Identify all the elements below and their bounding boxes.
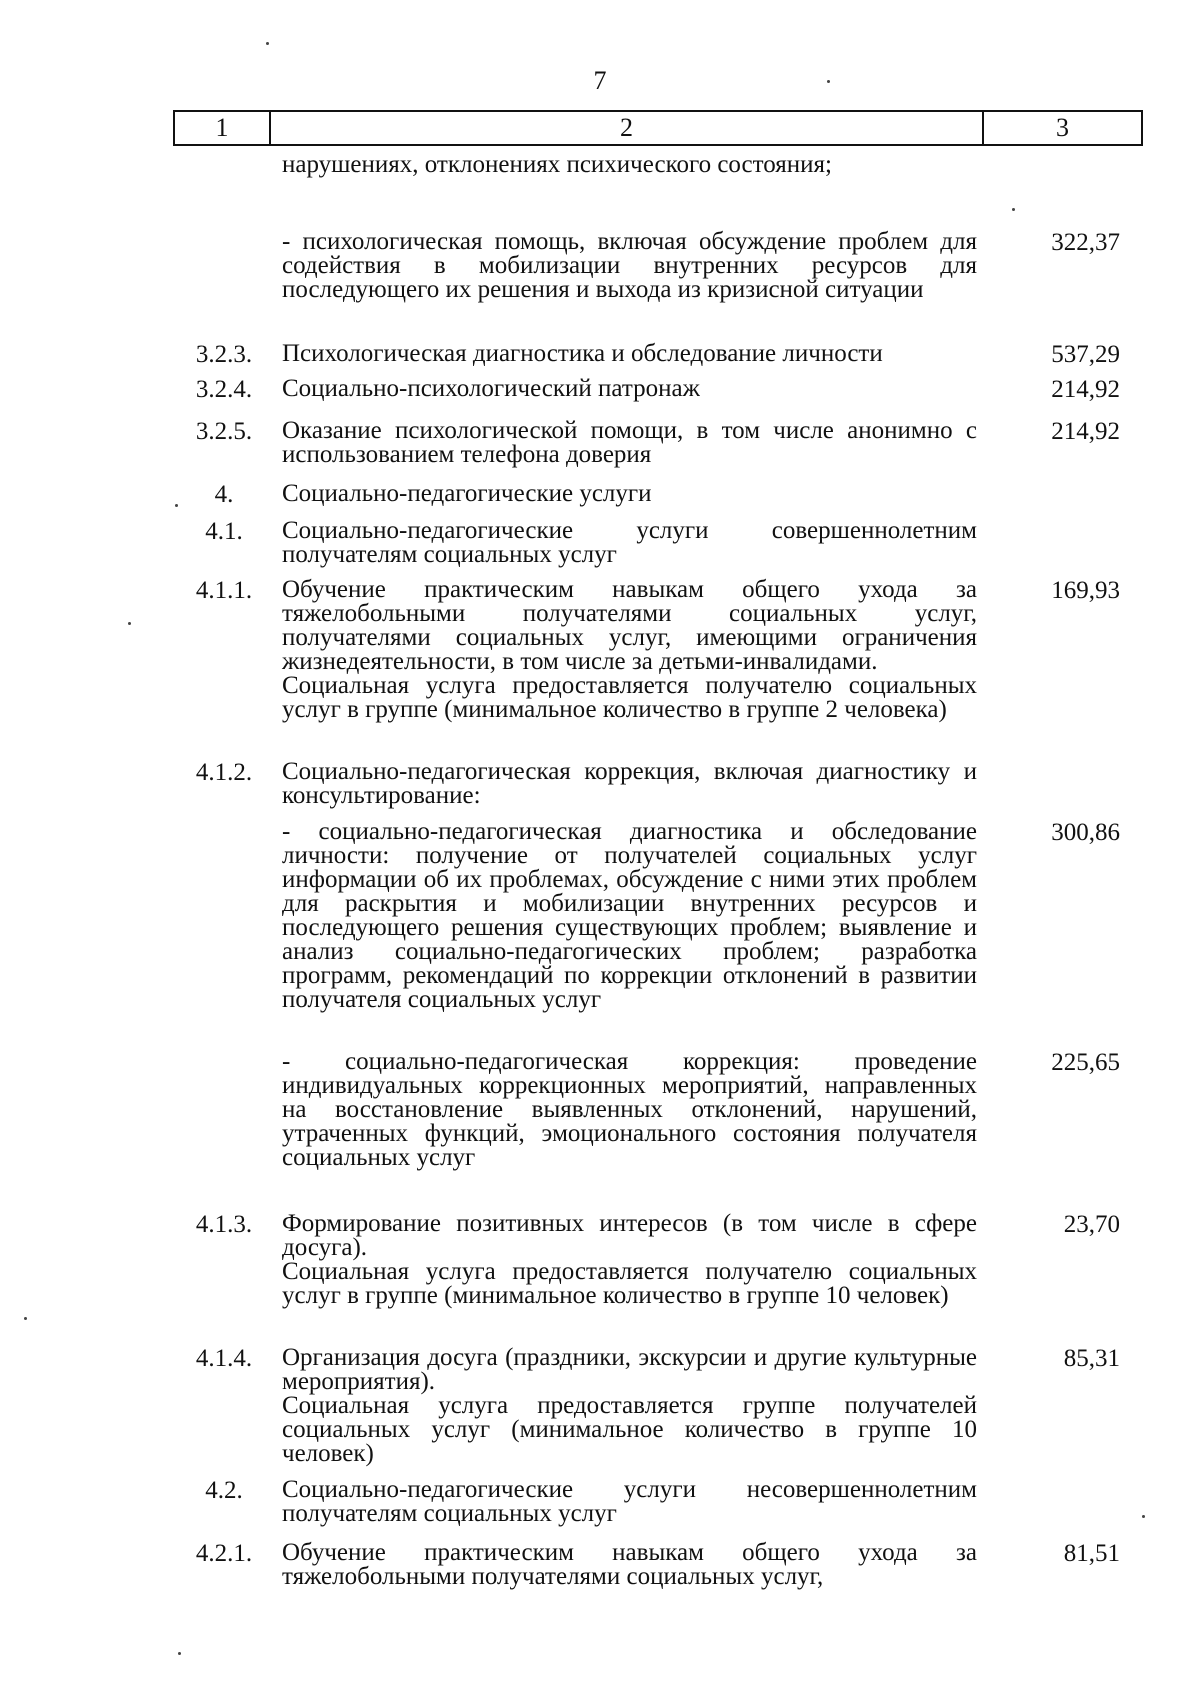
description-paragraph: Социальная услуга предоставляется получателю социальных услуг в группе (минимальное количество в группе 10 человек)	[282, 1258, 977, 1309]
service-description	[282, 1050, 977, 1170]
service-description	[282, 1478, 977, 1526]
service-price: 537,29	[1051, 341, 1120, 368]
service-price: 81,51	[1063, 1540, 1120, 1567]
service-price: 85,31	[1063, 1345, 1120, 1372]
service-description	[282, 820, 977, 1012]
service-description	[282, 1541, 977, 1589]
row-number: 4.1.	[205, 518, 243, 545]
service-price: 23,70	[1063, 1211, 1120, 1238]
description-paragraph: Социально-педагогические услуги совершеннолетним получателям социальных услуг	[282, 517, 977, 568]
description-paragraph: Социальная услуга предоставляется группе получателей социальных услуг (минимальное количество в группе 10 человек)	[282, 1392, 977, 1467]
service-description	[282, 377, 977, 401]
description-paragraph: нарушениях, отклонениях психического состояния;	[282, 151, 832, 178]
row-number: 4.1.4.	[195, 1345, 253, 1372]
service-description	[282, 1346, 977, 1466]
service-description	[282, 153, 977, 177]
service-price: 169,93	[1051, 577, 1120, 604]
description-paragraph: Социально-педагогическая коррекция, включая диагностику и консультирование:	[282, 758, 977, 809]
service-price: 214,92	[1051, 376, 1120, 403]
service-price: 300,86	[1051, 819, 1120, 846]
row-number: 4.2.1.	[195, 1540, 253, 1567]
description-paragraph: - социально-педагогическая диагностика и обследование личности: получение от получателей социальных услуг информации об их проблемах, обсуждение с ними этих проблем для раскрытия и мобилизации внутренних ресурсов и последующего решения существующих проблем; выявление и анализ социально-педагогических проблем; разработка программ, рекомендаций по коррекции отклонений в развитии получателя социальных услуг	[282, 818, 977, 1013]
description-paragraph: Социально-психологический патронаж	[282, 375, 700, 402]
description-paragraph: - социально-педагогическая коррекция: проведение индивидуальных коррекционных мероприятий, направленных на восстановление выявленных отклонений, нарушений, утраченных функций, эмоционального состояния получателя социальных услуг	[282, 1048, 977, 1171]
service-price: 225,65	[1051, 1049, 1120, 1076]
service-description	[282, 230, 977, 302]
description-paragraph: Социально-педагогические услуги	[282, 480, 652, 507]
description-paragraph: Социально-педагогические услуги несовершеннолетним получателям социальных услуг	[282, 1476, 977, 1527]
service-description	[282, 578, 977, 722]
row-number: 3.2.5.	[195, 418, 253, 445]
row-number: 4.1.2.	[195, 759, 253, 786]
header-col-1: 1	[175, 112, 271, 144]
page-number: 7	[593, 66, 607, 95]
row-number: 4.1.3.	[195, 1211, 253, 1238]
service-price: 322,37	[1051, 229, 1120, 256]
description-paragraph: Социальная услуга предоставляется получателю социальных услуг в группе (минимальное количество в группе 2 человека)	[282, 672, 977, 723]
row-number: 4.2.	[205, 1477, 243, 1504]
service-description	[282, 419, 977, 467]
row-number: 3.2.3.	[195, 341, 253, 368]
table-header	[173, 110, 1143, 146]
service-description	[282, 1212, 977, 1308]
service-description	[282, 342, 977, 366]
header-col-2: 2	[271, 112, 984, 144]
description-paragraph: Обучение практическим навыкам общего ухода за тяжелобольными получателями социальных услуг,	[282, 1539, 977, 1590]
description-paragraph: Формирование позитивных интересов (в том числе в сфере досуга).	[282, 1210, 977, 1261]
description-paragraph: Организация досуга (праздники, экскурсии и другие культурные мероприятия).	[282, 1344, 977, 1395]
header-col-3: 3	[1056, 113, 1069, 142]
service-description	[282, 519, 977, 567]
description-paragraph: - психологическая помощь, включая обсуждение проблем для содействия в мобилизации внутренних ресурсов для последующего их решения и выхода из кризисной ситуации	[282, 228, 977, 303]
row-number: 4.	[214, 481, 234, 508]
description-paragraph: Обучение практическим навыкам общего ухода за тяжелобольными получателями социальных услуг, получателями социальных услуг, имеющими ограничения жизнедеятельности, в том числе за детьми-инвалидами.	[282, 576, 977, 675]
service-price: 214,92	[1051, 418, 1120, 445]
description-paragraph: Психологическая диагностика и обследование личности	[282, 340, 883, 367]
row-number: 3.2.4.	[195, 376, 253, 403]
service-description	[282, 760, 977, 808]
description-paragraph: Оказание психологической помощи, в том числе анонимно с использованием телефона доверия	[282, 417, 977, 468]
service-description	[282, 482, 977, 506]
row-number: 4.1.1.	[195, 577, 253, 604]
